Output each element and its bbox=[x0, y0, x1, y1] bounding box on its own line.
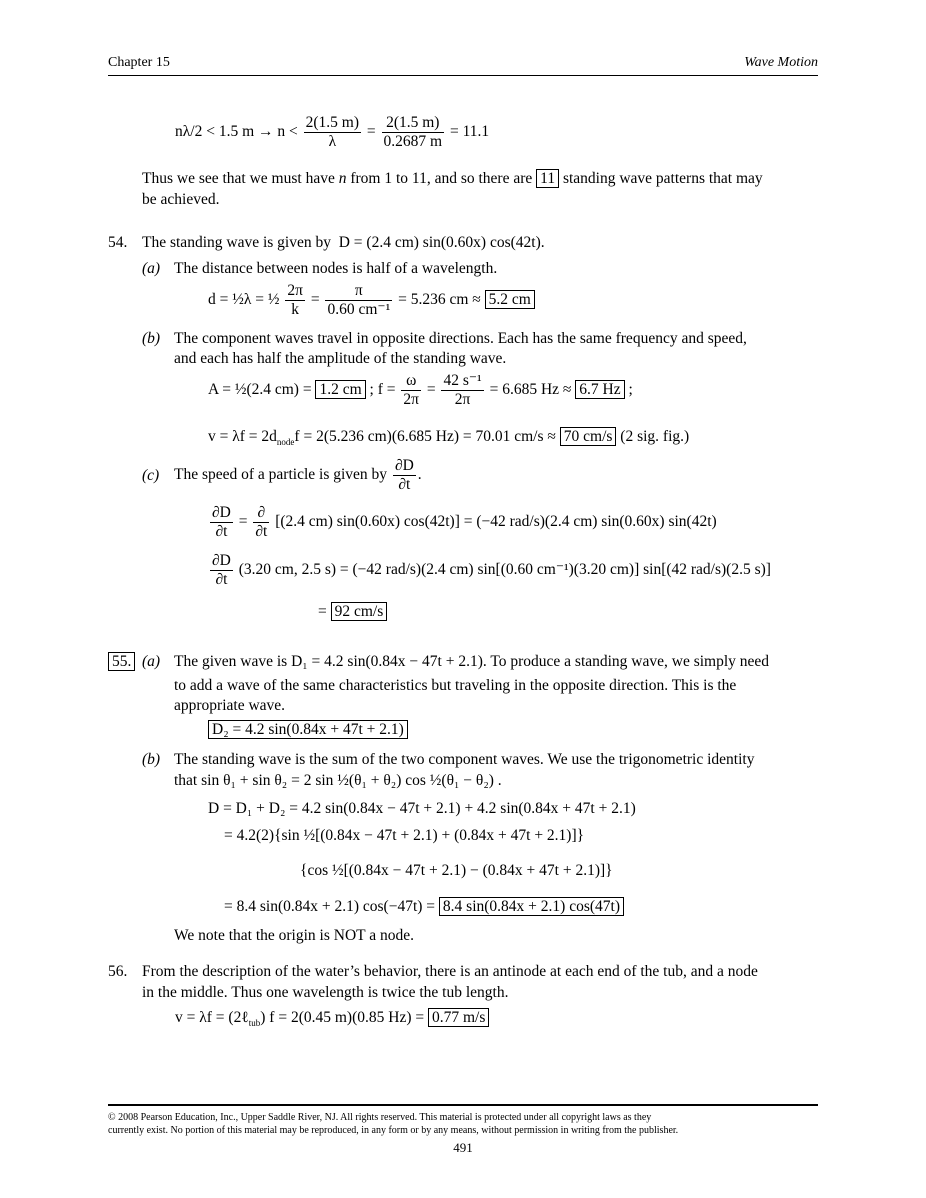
running-header bbox=[108, 55, 818, 76]
p54b-text1: The component waves travel in opposite directions. Each has the same frequency and speed, bbox=[174, 330, 747, 347]
p54c-answer-box: 92 cm/s bbox=[331, 602, 388, 621]
p54b-answer-amplitude: 1.2 cm bbox=[315, 380, 365, 399]
p55a-answer bbox=[208, 720, 408, 739]
p53-text-line1: Thus we see that we must have n from 1 to 11, and so there are 11 standing wave patterns that may bbox=[142, 170, 763, 187]
chapter-label: Chapter 15 bbox=[108, 55, 170, 70]
p53-equation: nλ/2 < 1.5 m → n < $\frac{2(1.5 m)}{\lambda}$ = $\frac{2(1.5 m)}{0.2687 m}$ = 11.1 bbox=[175, 114, 490, 150]
p54a-equation: d = ½λ = ½ $\frac{2\pi}{k}$ = $\frac{\pi}{\text{0.60 cm⁻¹}}$ = 5.236 cm ≈ 5.2 cm bbox=[208, 282, 535, 319]
p55b-equation2: = 4.2(2){sin ½[(0.84x − 47t + 2.1) + (0.84x + 47t + 2.1)]} bbox=[224, 827, 585, 844]
p53-answer-box: 11 bbox=[536, 169, 559, 188]
p55b-equation3: {cos ½[(0.84x − 47t + 2.1) − (0.84x + 47t + 2.1)]} bbox=[300, 862, 613, 879]
p55b-equation1: D = D₁ + D₂ = 4.2 sin(0.84x − 47t + 2.1) + 4.2 sin(0.84x + 47t + 2.1) bbox=[208, 800, 636, 817]
p56-equation: v = λf = (2ℓ$_{tub}$) f = 2(0.45 m)(0.85 Hz) = 0.77 m/s bbox=[175, 1008, 489, 1028]
p54b-text2: and each has half the amplitude of the standing wave. bbox=[174, 350, 507, 367]
p54c-text: The speed of a particle is given by $\frac{\partial D}{\partial t}$ . bbox=[174, 457, 422, 493]
p53-eq-lhs: nλ/2 < 1.5 m → n < bbox=[175, 123, 298, 141]
chapter-title: Wave Motion bbox=[744, 55, 818, 70]
p53-text-line2: be achieved. bbox=[142, 191, 220, 208]
p54b-answer-speed: 70 cm/s bbox=[560, 427, 617, 446]
p54c-label: (c) bbox=[142, 467, 160, 484]
p55a-text3: appropriate wave. bbox=[174, 697, 286, 714]
p53-frac2: $\frac{2(1.5 m)}{0.2687 m}$ bbox=[383, 114, 443, 150]
p53-frac1: $\frac{2(1.5 m)}{\lambda}$ bbox=[305, 114, 360, 150]
p56-number: 56. bbox=[108, 963, 128, 980]
p55a-text2: to add a wave of the same characteristics but traveling in the opposite direction. This is the bbox=[174, 677, 737, 694]
p54b-label: (b) bbox=[142, 330, 161, 347]
copyright-line2: currently exist. No portion of this material may be reproduced, in any form or by any means, without permission in writing from the publisher. bbox=[108, 1125, 679, 1136]
p55a-text1: The given wave is D₁ = 4.2 sin(0.84x − 47t + 2.1). To produce a standing wave, we simply need bbox=[174, 653, 770, 670]
p54b-equation1: A = ½(2.4 cm) = 1.2 cm ; f = $\frac{\omega}{2\pi}$ = $\frac{\text{42 s⁻¹}}{2\pi}$ = 6.685 Hz ≈ 6.7 Hz ; bbox=[208, 372, 633, 408]
p54c-equation1: $\frac{\partial D}{\partial t}$ = $\frac{\partial}{\partial t}$ [(2.4 cm) sin(0.60x) cos(42t)] = (−42 rad/s)(2.4 cm) sin(0.60x) sin(42t) bbox=[212, 504, 717, 540]
p55a-answer-box: D₂ = 4.2 sin(0.84x + 47t + 2.1) bbox=[208, 720, 408, 739]
p56-answer-box: 0.77 m/s bbox=[428, 1008, 489, 1027]
p54-intro: The standing wave is given by D = (2.4 cm) sin(0.60x) cos(42t). bbox=[142, 234, 545, 251]
p54c-equation2: $\frac{\partial D}{\partial t}$ (3.20 cm, 2.5 s) = (−42 rad/s)(2.4 cm) sin[(0.60 cm⁻¹)(3.20 cm)] sin[(42 rad/s)(2.5 s)] bbox=[212, 552, 771, 588]
p54c-equation3: = 92 cm/s bbox=[318, 602, 387, 621]
page-number: 491 bbox=[453, 1140, 473, 1155]
p55b-label: (b) bbox=[142, 751, 161, 768]
p55b-text1: The standing wave is the sum of the two component waves. We use the trigonometric identity bbox=[174, 751, 755, 768]
p55b-text2: that sin θ₁ + sin θ₂ = 2 sin ½(θ₁ + θ₂) cos ½(θ₁ − θ₂) . bbox=[174, 772, 502, 789]
p54a-answer-box: 5.2 cm bbox=[485, 290, 535, 309]
p55b-note: We note that the origin is NOT a node. bbox=[174, 927, 414, 944]
p54a-text: The distance between nodes is half of a wavelength. bbox=[174, 260, 498, 277]
p54b-equation2: $v = \lambda f = 2d_{node}f = 2(5.236$ cm)(6.685 Hz) = 70.01 cm/s ≈ 70 cm/s (2 sig. fig.) bbox=[208, 428, 690, 448]
p54-number: 54. bbox=[108, 234, 128, 251]
p55b-answer-box: 8.4 sin(0.84x + 2.1) cos(47t) bbox=[439, 897, 624, 916]
p56-text2: in the middle. Thus one wavelength is twice the tub length. bbox=[142, 984, 509, 1001]
p54b-answer-frequency: 6.7 Hz bbox=[575, 380, 624, 399]
p54a-label: (a) bbox=[142, 260, 161, 277]
p55-number: 55. bbox=[108, 652, 135, 671]
p53-eq-result: = 11.1 bbox=[449, 123, 490, 141]
p55b-equation4: = 8.4 sin(0.84x + 2.1) cos(−47t) = 8.4 sin(0.84x + 2.1) cos(47t) bbox=[224, 897, 624, 916]
p55a-label: (a) bbox=[142, 653, 161, 670]
p56-text1: From the description of the water’s behavior, there is an antinode at each end of the tub, and a node bbox=[142, 963, 758, 980]
copyright-footer bbox=[108, 1104, 818, 1137]
copyright-line1: © 2008 Pearson Education, Inc., Upper Saddle River, NJ. All rights reserved. This material is protected under all copyright laws as they bbox=[108, 1112, 652, 1123]
